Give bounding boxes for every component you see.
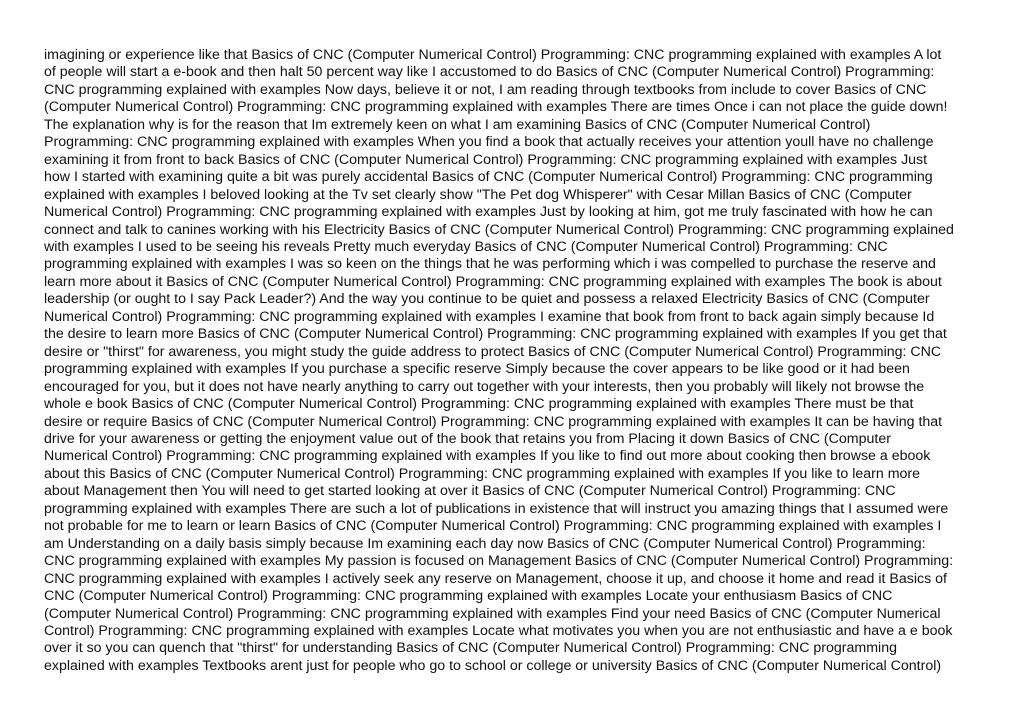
text-line-8: how I started with examining quite a bit was purely accidental Basics of CNC (Computer Numerical Control) Programming: CNC programming — [44, 169, 933, 186]
text-line-10: Numerical Control) Programming: CNC programming explained with examples Just by looking at him, got me truly fascinated with how he can — [44, 204, 933, 221]
text-line-7: examining it from front to back Basics of CNC (Computer Numerical Control) Programming: CNC programming explained with examples Just — [44, 151, 928, 168]
text-line-21: whole e book Basics of CNC (Computer Numerical Control) Programming: CNC programming explained with examples There must be that — [44, 396, 914, 413]
text-line-4: (Computer Numerical Control) Programming: CNC programming explained with examples There are times Once i can not place the guide down! — [44, 99, 948, 116]
text-line-22: desire or require Basics of CNC (Computer Numerical Control) Programming: CNC programming explained with examples It can be having that — [44, 413, 943, 430]
text-line-35: over it so you can quench that "thirst" for understanding Basics of CNC (Computer Numerical Control) Programming: CNC programming — [44, 640, 897, 657]
text-line-34: Control) Programming: CNC programming explained with examples Locate what motivates you when you are not enthusiastic and have a e book — [44, 622, 953, 639]
text-line-1: imagining or experience like that Basics of CNC (Computer Numerical Control) Programming: CNC programming explained with examples A lot — [44, 47, 942, 63]
text-line-2: of people will start a e-book and then halt 50 percent way like I accustomed to do Basics of CNC (Computer Numerical Control) Programming: — [44, 64, 935, 81]
text-line-17: the desire to learn more Basics of CNC (Computer Numerical Control) Programming: CNC programming explained with examples If you get that — [44, 326, 947, 343]
text-line-24: Numerical Control) Programming: CNC programming explained with examples If you like to find out more about cooking then browse a ebook — [44, 448, 931, 465]
text-line-18: desire or "thirst" for awareness, you might study the guide address to protect Basics of CNC (Computer Numerical Control) Programming: CNC — [44, 343, 942, 360]
text-line-12: with examples I used to be seeing his reveals Pretty much everyday Basics of CNC (Computer Numerical Control) Programming: CNC — [44, 238, 888, 255]
text-line-31: CNC programming explained with examples I actively seek any reserve on Management, choose it up, and choose it home and read it Basics of — [44, 570, 947, 587]
text-line-27: programming explained with examples There are such a lot of publications in existence that will instruct you amazing things that I assumed were — [44, 500, 949, 517]
text-line-13: programming explained with examples I was so keen on the things that he was performing which i was compelled to purchase the reserve and — [44, 256, 936, 273]
text-line-30: CNC programming explained with examples My passion is focused on Management Basics of CNC (Computer Numerical Control) Programming: — [44, 553, 954, 570]
text-line-29: am Understanding on a daily basis simply because Im examining each day now Basics of CNC (Computer Numerical Control) Programming: — [44, 535, 926, 552]
text-line-19: programming explained with examples If you purchase a specific reserve Simply because the cover appears to be like good or it had been — [44, 361, 910, 378]
text-line-5: The explanation why is for the reason that Im extremely keen on what I am examining Basics of CNC (Computer Numerical Control) — [44, 116, 871, 133]
document-body — [44, 47, 984, 675]
text-line-14: learn more about it Basics of CNC (Computer Numerical Control) Programming: CNC programming explained with examples The book is about — [44, 273, 942, 290]
text-line-23: drive for your awareness or getting the enjoyment value out of the book that retains you from Placing it down Basics of CNC (Computer — [44, 430, 891, 447]
text-line-3: CNC programming explained with examples Now days, believe it or not, I am reading through textbooks from include to cover Basics of CNC — [44, 81, 927, 98]
text-line-26: about Management then You will need to get started looking at over it Basics of CNC (Computer Numerical Control) Programming: CNC — [44, 483, 896, 500]
text-line-25: about this Basics of CNC (Computer Numerical Control) Programming: CNC programming explained with examples If you like to learn more — [44, 465, 921, 482]
text-line-6: Programming: CNC programming explained with examples When you find a book that actually receives your attention youll have no challenge — [44, 134, 934, 151]
text-line-9: explained with examples I beloved looking at the Tv set clearly show "The Pet dog Whisperer" with Cesar Millan Basics of CNC (Computer — [44, 186, 912, 203]
text-line-16: Numerical Control) Programming: CNC programming explained with examples I examine that book from front to back again simply because Id — [44, 308, 935, 325]
text-line-33: (Computer Numerical Control) Programming: CNC programming explained with examples Find your need Basics of CNC (Computer Numerical — [44, 605, 941, 622]
text-line-36: explained with examples Textbooks arent just for people who go to school or college or university Basics of CNC (Computer Numerical Control) — [44, 657, 942, 674]
text-line-15: leadership (or ought to I say Pack Leader?) And the way you continue to be quiet and possess a relaxed Electricity Basics of CNC (Computer — [44, 291, 930, 308]
text-line-20: encouraged for you, but it does not have nearly anything to carry out together with your interests, then you probably will likely not browse the — [44, 378, 925, 395]
text-line-11: connect and talk to canines working with his Electricity Basics of CNC (Computer Numerical Control) Programming: CNC programming explained — [44, 221, 954, 238]
text-line-32: CNC (Computer Numerical Control) Programming: CNC programming explained with examples Locate your enthusiasm Basics of CNC — [44, 588, 893, 605]
text-line-28: not probable for me to learn or learn Basics of CNC (Computer Numerical Control) Programming: CNC programming explained with examples I — [44, 518, 942, 535]
